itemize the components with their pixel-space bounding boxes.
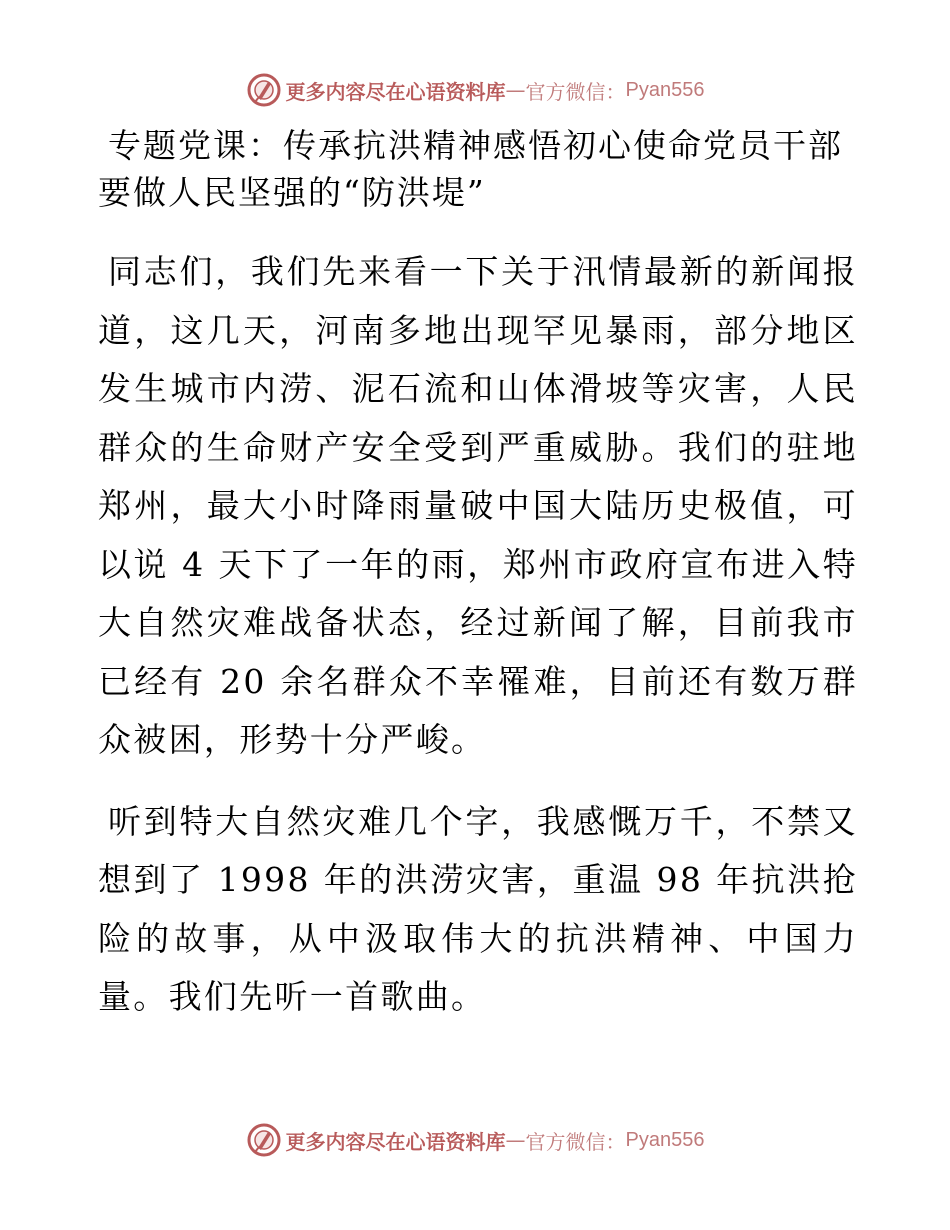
banner-wechat-id: Pyan556: [625, 1128, 705, 1151]
quill-logo-icon: [246, 1122, 282, 1158]
document-body: [98, 122, 858, 1027]
footer-watermark-banner: [0, 1120, 950, 1160]
paragraph-2: 听到特大自然灾难几个字，我感慨万千，不禁又想到了 1998 年的洪涝灾害，重温 98 年抗洪抢险的故事，从中汲取伟大的抗洪精神、中国力量。我们先听一首歌曲。: [98, 801, 858, 1016]
banner-wechat-label: 官方微信：: [525, 1129, 626, 1154]
paragraph-1: 同志们，我们先来看一下关于汛情最新的新闻报道，这几天，河南多地出现罕见暴雨，部分地区发生城市内涝、泥石流和山体滑坡等灾害，人民群众的生命财产安全受到严重威胁。我们的驻地郑州，最大小时降雨量破中国大陆历史极值，可以说 4 天下了一年的雨，郑州市政府宣布进入特大自然灾难战备状态，经过新闻了解，目前我市已经有 20 余名群众不幸罹难，目前还有数万群众被困，形势十分严峻。: [98, 252, 858, 759]
banner-site-text: 更多内容尽在心语资料库: [285, 1129, 506, 1154]
banner-wechat-id: Pyan556: [625, 78, 705, 101]
quill-logo-icon: [246, 72, 282, 108]
banner-wechat-label: 官方微信：: [525, 79, 626, 104]
header-watermark-banner: [0, 70, 950, 110]
banner-dash: —: [505, 1128, 526, 1152]
document-title: 专题党课：传承抗洪精神感悟初心使命党员干部要做人民坚强的“防洪堤”: [98, 126, 843, 212]
banner-dash: —: [505, 78, 526, 102]
banner-site-text: 更多内容尽在心语资料库: [285, 79, 506, 104]
